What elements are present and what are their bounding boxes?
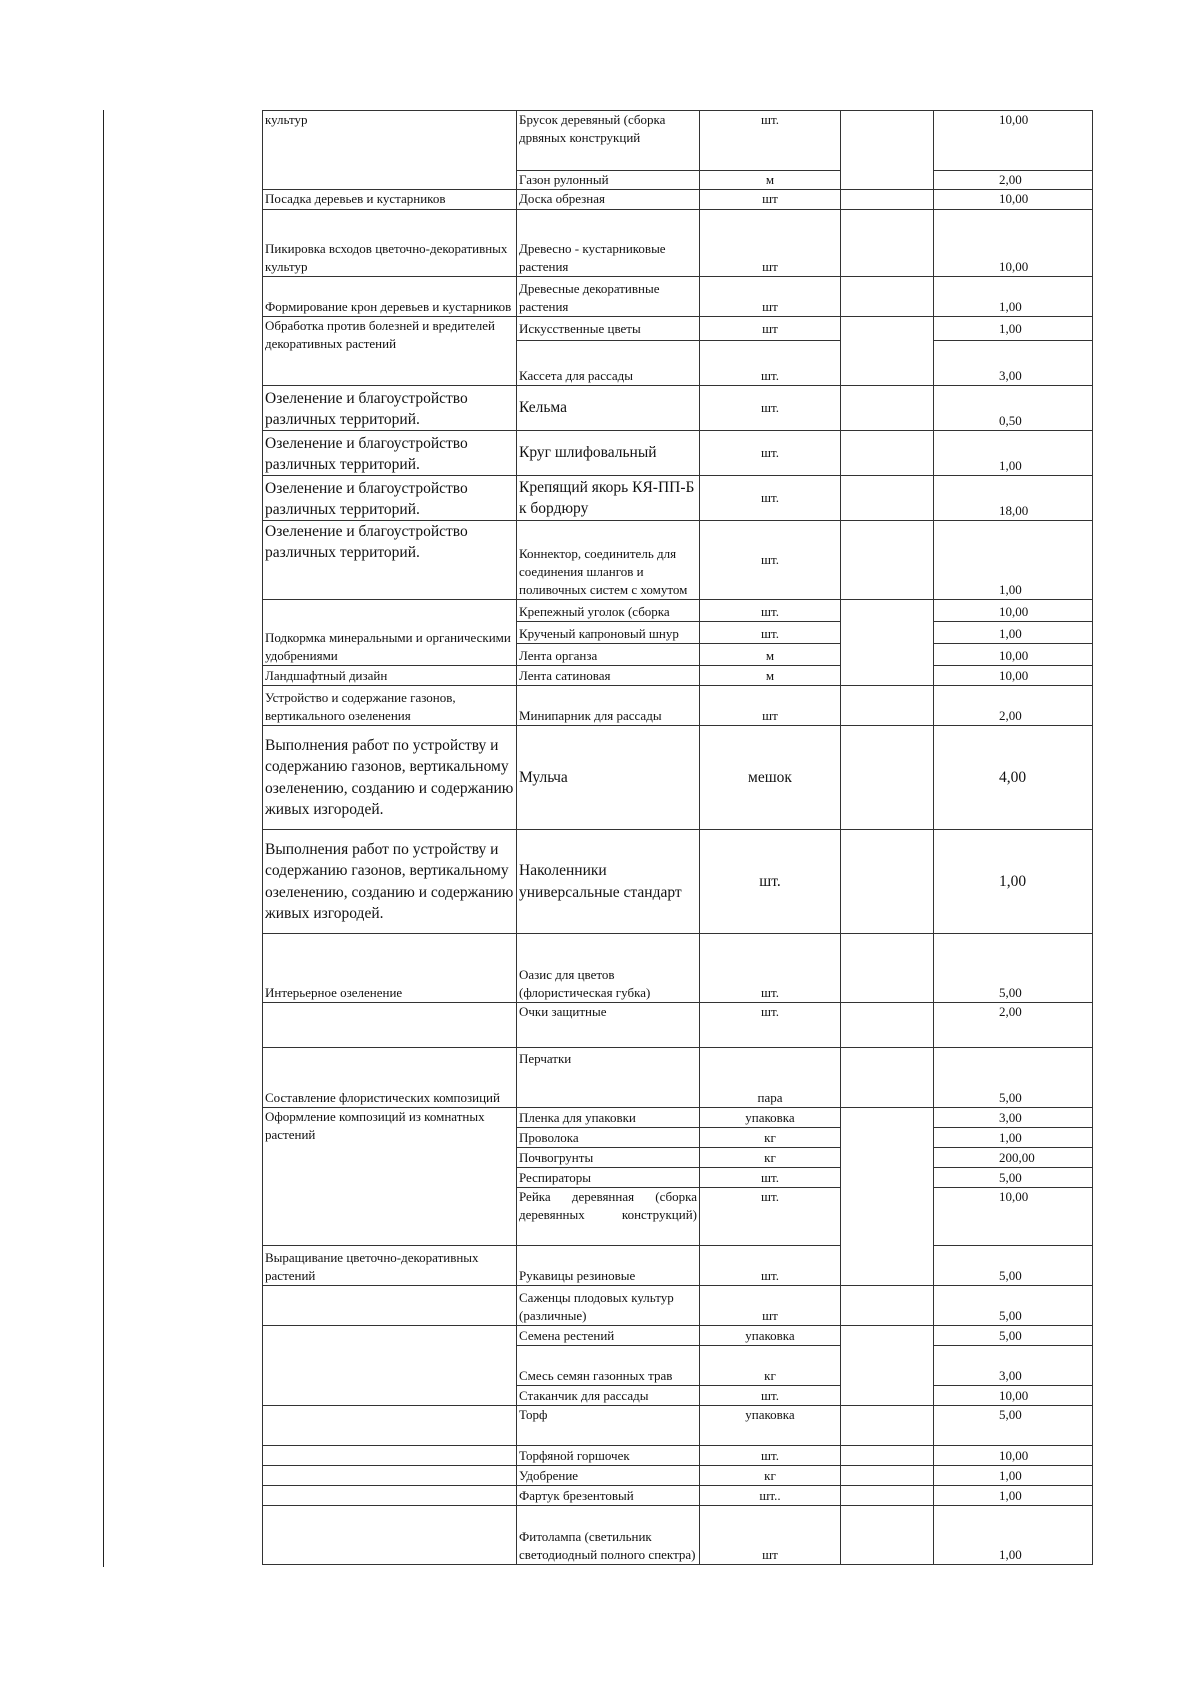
unit-cell: пара	[700, 1048, 841, 1108]
unit-cell: шт	[700, 317, 841, 341]
item-cell: Лента органза	[517, 644, 700, 666]
qty-cell: 5,00	[934, 1048, 1093, 1108]
unit-cell: шт.	[700, 622, 841, 644]
item-cell: Фитолампа (светильник светодиодный полного спектра)	[517, 1506, 700, 1565]
qty-cell: 5,00	[934, 1168, 1093, 1188]
table-row	[263, 1506, 1093, 1565]
item-cell: Рейка деревянная (сборка деревянных конструкций)	[517, 1188, 700, 1246]
unit-cell: м	[700, 644, 841, 666]
activity-cell: Выполнения работ по устройству и содержанию газонов, вертикальному озеленению, созданию и содержанию живых изгородей.	[263, 726, 517, 830]
unit-cell: кг	[700, 1346, 841, 1386]
materials-table	[262, 110, 1093, 1565]
empty-cell	[841, 600, 934, 686]
unit-cell: упаковка	[700, 1108, 841, 1128]
qty-cell: 1,00	[934, 1506, 1093, 1565]
activity-cell: Составление флористических композиций	[263, 1048, 517, 1108]
unit-cell: шт	[700, 1506, 841, 1565]
item-cell: Лента сатиновая	[517, 666, 700, 686]
table-row	[263, 1246, 1093, 1286]
empty-cell	[841, 1486, 934, 1506]
unit-cell: шт	[700, 686, 841, 726]
activity-cell	[263, 1406, 517, 1446]
qty-cell: 0,50	[934, 386, 1093, 431]
item-cell: Брусок деревяный (сборка дрвяных конструкций	[517, 111, 700, 171]
unit-cell: м	[700, 666, 841, 686]
table-row	[263, 317, 1093, 341]
qty-cell: 1,00	[934, 1128, 1093, 1148]
activity-cell: Посадка деревьев и кустарников	[263, 190, 517, 210]
activity-cell	[263, 1446, 517, 1466]
item-cell: Коннектор, соединитель для соединения шлангов и поливочных систем с хомутом	[517, 521, 700, 600]
table-row	[263, 431, 1093, 476]
qty-cell: 3,00	[934, 1346, 1093, 1386]
item-cell: Удобрение	[517, 1466, 700, 1486]
activity-cell: Устройство и содержание газонов, вертикального озеленения	[263, 686, 517, 726]
qty-cell: 1,00	[934, 830, 1093, 934]
item-cell: Крепящий якорь КЯ-ПП-Б к бордюру	[517, 476, 700, 521]
qty-cell: 10,00	[934, 600, 1093, 622]
table-row	[263, 111, 1093, 171]
qty-cell: 1,00	[934, 431, 1093, 476]
activity-cell	[263, 1326, 517, 1406]
qty-cell: 1,00	[934, 317, 1093, 341]
qty-cell: 10,00	[934, 190, 1093, 210]
item-cell: Респираторы	[517, 1168, 700, 1188]
empty-cell	[841, 317, 934, 386]
item-cell: Семена рестений	[517, 1326, 700, 1346]
item-cell: Торфяной горшочек	[517, 1446, 700, 1466]
margin-rule	[103, 110, 104, 1567]
unit-cell: шт.	[700, 1386, 841, 1406]
qty-cell: 10,00	[934, 666, 1093, 686]
qty-cell: 1,00	[934, 1466, 1093, 1486]
table-row	[263, 190, 1093, 210]
activity-cell: культур	[263, 111, 517, 190]
qty-cell: 10,00	[934, 1188, 1093, 1246]
item-cell: Оазис для цветов (флористическая губка)	[517, 934, 700, 1003]
activity-cell: Ландшафтный дизайн	[263, 666, 517, 686]
activity-cell: Интерьерное озеленение	[263, 934, 517, 1003]
item-cell: Искусственные цветы	[517, 317, 700, 341]
unit-cell: шт.	[700, 341, 841, 386]
unit-cell: шт	[700, 277, 841, 317]
empty-cell	[841, 190, 934, 210]
empty-cell	[841, 1326, 934, 1406]
unit-cell: шт.	[700, 1188, 841, 1246]
item-cell: Рукавицы резиновые	[517, 1246, 700, 1286]
empty-cell	[841, 726, 934, 830]
qty-cell: 1,00	[934, 622, 1093, 644]
unit-cell: шт.	[700, 476, 841, 521]
activity-cell: Озеленение и благоустройство различных территорий.	[263, 476, 517, 521]
qty-cell: 5,00	[934, 1246, 1093, 1286]
unit-cell: шт.	[700, 1003, 841, 1048]
table-row	[263, 1286, 1093, 1326]
qty-cell: 18,00	[934, 476, 1093, 521]
unit-cell: шт.	[700, 1246, 841, 1286]
unit-cell: шт.	[700, 521, 841, 600]
activity-cell: Выполнения работ по устройству и содержанию газонов, вертикальному озеленению, созданию и содержанию живых изгородей.	[263, 830, 517, 934]
table-row	[263, 1406, 1093, 1446]
table-row	[263, 1108, 1093, 1128]
empty-cell	[841, 277, 934, 317]
unit-cell: шт	[700, 190, 841, 210]
table-row	[263, 521, 1093, 600]
table-row	[263, 666, 1093, 686]
activity-cell: Обработка против болезней и вредителей декоративных растений	[263, 317, 517, 386]
qty-cell: 5,00	[934, 934, 1093, 1003]
qty-cell: 10,00	[934, 111, 1093, 171]
empty-cell	[841, 521, 934, 600]
unit-cell: шт.	[700, 386, 841, 431]
unit-cell: упаковка	[700, 1326, 841, 1346]
table-row	[263, 686, 1093, 726]
empty-cell	[841, 1466, 934, 1486]
empty-cell	[841, 476, 934, 521]
qty-cell: 10,00	[934, 644, 1093, 666]
item-cell: Наколенники универсальные стандарт	[517, 830, 700, 934]
unit-cell: шт.	[700, 431, 841, 476]
item-cell: Мульча	[517, 726, 700, 830]
empty-cell	[841, 830, 934, 934]
activity-cell	[263, 1286, 517, 1326]
activity-cell: Оформление композиций из комнатных растений	[263, 1108, 517, 1246]
empty-cell	[841, 1048, 934, 1108]
empty-cell	[841, 1003, 934, 1048]
empty-cell	[841, 686, 934, 726]
item-cell: Смесь семян газонных трав	[517, 1346, 700, 1386]
table-row	[263, 210, 1093, 277]
activity-cell: Формирование крон деревьев и кустарников	[263, 277, 517, 317]
table-row	[263, 1003, 1093, 1048]
item-cell: Крепежный уголок (сборка	[517, 600, 700, 622]
unit-cell: кг	[700, 1128, 841, 1148]
qty-cell: 1,00	[934, 1486, 1093, 1506]
qty-cell: 4,00	[934, 726, 1093, 830]
unit-cell: шт	[700, 210, 841, 277]
item-cell: Пленка для упаковки	[517, 1108, 700, 1128]
qty-cell: 5,00	[934, 1326, 1093, 1346]
table-row	[263, 726, 1093, 830]
empty-cell	[841, 210, 934, 277]
unit-cell: кг	[700, 1466, 841, 1486]
empty-cell	[841, 111, 934, 190]
activity-cell: Озеленение и благоустройство различных территорий.	[263, 431, 517, 476]
item-cell: Газон рулонный	[517, 171, 700, 190]
qty-cell: 10,00	[934, 210, 1093, 277]
activity-cell: Подкормка минеральными и органическими удобрениями	[263, 600, 517, 666]
qty-cell: 5,00	[934, 1406, 1093, 1446]
empty-cell	[841, 1506, 934, 1565]
activity-cell: Озеленение и благоустройство различных территорий.	[263, 386, 517, 431]
item-cell: Древесно - кустарниковые растения	[517, 210, 700, 277]
qty-cell: 1,00	[934, 277, 1093, 317]
empty-cell	[841, 934, 934, 1003]
activity-cell	[263, 1486, 517, 1506]
item-cell: Почвогрунты	[517, 1148, 700, 1168]
item-cell: Проволока	[517, 1128, 700, 1148]
table-row	[263, 476, 1093, 521]
qty-cell: 2,00	[934, 171, 1093, 190]
table-row	[263, 600, 1093, 622]
item-cell: Кельма	[517, 386, 700, 431]
item-cell: Минипарник для рассады	[517, 686, 700, 726]
table-row	[263, 277, 1093, 317]
unit-cell: мешок	[700, 726, 841, 830]
unit-cell: шт.	[700, 934, 841, 1003]
unit-cell: кг	[700, 1148, 841, 1168]
table-row	[263, 1486, 1093, 1506]
activity-cell	[263, 1506, 517, 1565]
qty-cell: 3,00	[934, 341, 1093, 386]
activity-cell: Пикировка всходов цветочно-декоративных культур	[263, 210, 517, 277]
activity-cell	[263, 1466, 517, 1486]
unit-cell: шт.	[700, 1168, 841, 1188]
activity-cell: Озеленение и благоустройство различных территорий.	[263, 521, 517, 600]
empty-cell	[841, 386, 934, 431]
item-cell: Торф	[517, 1406, 700, 1446]
item-cell: Фартук брезентовый	[517, 1486, 700, 1506]
unit-cell: шт	[700, 1286, 841, 1326]
item-cell: Очки защитные	[517, 1003, 700, 1048]
table-row	[263, 1048, 1093, 1108]
empty-cell	[841, 1406, 934, 1446]
qty-cell: 10,00	[934, 1386, 1093, 1406]
table-row	[263, 386, 1093, 431]
empty-cell	[841, 1108, 934, 1286]
item-cell: Древесные декоративные растения	[517, 277, 700, 317]
qty-cell: 2,00	[934, 686, 1093, 726]
unit-cell: упаковка	[700, 1406, 841, 1446]
empty-cell	[841, 1286, 934, 1326]
item-cell: Стаканчик для рассады	[517, 1386, 700, 1406]
table-row	[263, 830, 1093, 934]
unit-cell: шт.	[700, 111, 841, 171]
item-cell: Перчатки	[517, 1048, 700, 1108]
unit-cell: м	[700, 171, 841, 190]
qty-cell: 5,00	[934, 1286, 1093, 1326]
qty-cell: 1,00	[934, 521, 1093, 600]
item-cell: Круг шлифовальный	[517, 431, 700, 476]
item-cell: Саженцы плодовых культур (различные)	[517, 1286, 700, 1326]
item-cell: Кассета для рассады	[517, 341, 700, 386]
empty-cell	[841, 1446, 934, 1466]
table-row	[263, 1446, 1093, 1466]
item-cell: Доска обрезная	[517, 190, 700, 210]
qty-cell: 10,00	[934, 1446, 1093, 1466]
qty-cell: 3,00	[934, 1108, 1093, 1128]
qty-cell: 200,00	[934, 1148, 1093, 1168]
table-row	[263, 934, 1093, 1003]
unit-cell: шт.	[700, 830, 841, 934]
unit-cell: шт.	[700, 1446, 841, 1466]
item-cell: Крученый капроновый шнур	[517, 622, 700, 644]
qty-cell: 2,00	[934, 1003, 1093, 1048]
empty-cell	[841, 431, 934, 476]
activity-cell: Выращивание цветочно-декоративных растений	[263, 1246, 517, 1286]
table-row	[263, 1326, 1093, 1346]
unit-cell: шт..	[700, 1486, 841, 1506]
table-row	[263, 1466, 1093, 1486]
activity-cell	[263, 1003, 517, 1048]
unit-cell: шт.	[700, 600, 841, 622]
